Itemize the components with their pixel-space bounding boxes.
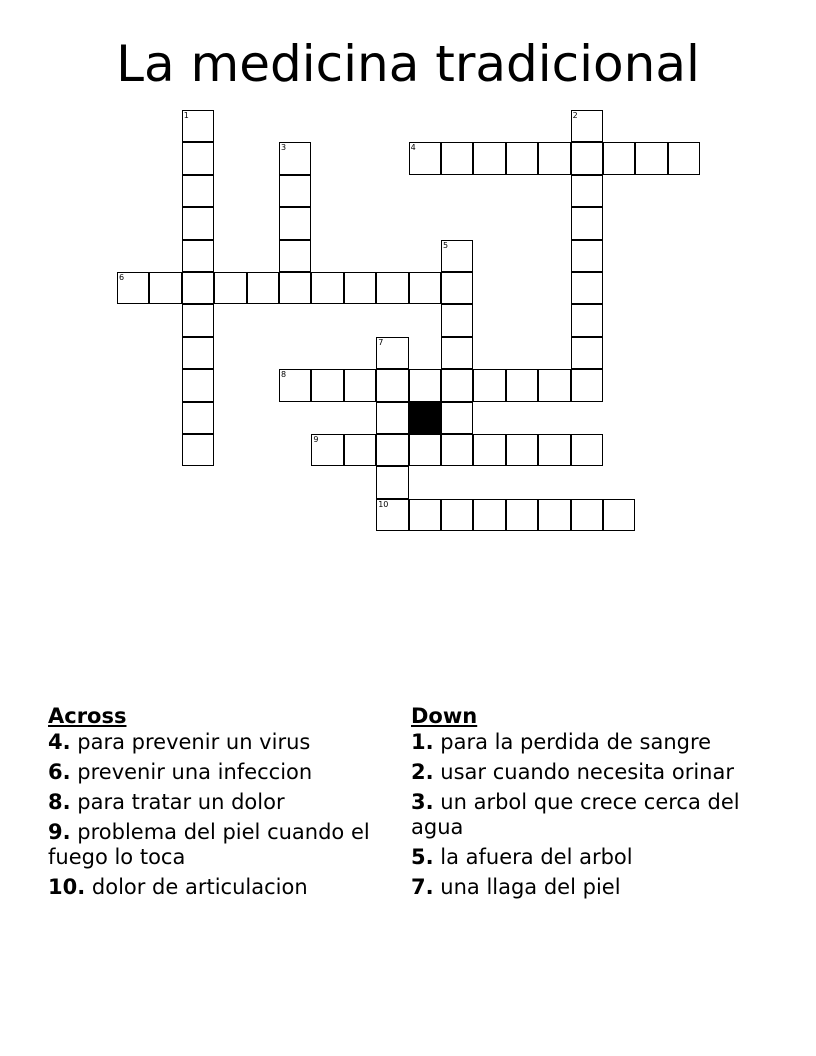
down-clue-3: 3. un arbol que crece cerca del agua [411, 790, 740, 839]
grid-cell[interactable] [473, 142, 505, 174]
grid-cell[interactable] [538, 142, 570, 174]
grid-cell[interactable] [538, 434, 570, 466]
clue-number: 7 [378, 337, 384, 347]
grid-cell[interactable] [182, 402, 214, 434]
clue-number: 9 [313, 435, 319, 444]
grid-cell[interactable] [279, 175, 311, 207]
grid-cell[interactable] [279, 240, 311, 272]
grid-cell[interactable] [506, 499, 538, 531]
clue-number: 6 [119, 273, 125, 282]
grid-cell[interactable] [571, 142, 603, 174]
grid-cell[interactable] [182, 110, 214, 142]
grid-cell[interactable] [117, 272, 149, 304]
grid-cell[interactable] [441, 499, 473, 531]
grid-cell[interactable] [376, 402, 408, 434]
grid-cell[interactable] [473, 369, 505, 401]
grid-cell[interactable] [571, 240, 603, 272]
down-clues [411, 702, 761, 905]
grid-cell[interactable] [409, 369, 441, 401]
grid-cell[interactable] [635, 142, 667, 174]
grid-cell[interactable] [571, 110, 603, 142]
clue-number: 10 [378, 499, 389, 509]
grid-cell[interactable] [279, 272, 311, 304]
grid-cell[interactable] [538, 499, 570, 531]
grid-cell[interactable] [376, 272, 408, 304]
grid-cell[interactable] [311, 272, 343, 304]
grid-cell[interactable] [376, 499, 408, 531]
grid-cell[interactable] [441, 434, 473, 466]
grid-cell[interactable] [441, 337, 473, 369]
grid-cell[interactable] [344, 434, 376, 466]
grid-cell[interactable] [409, 499, 441, 531]
grid-cell[interactable] [182, 272, 214, 304]
grid-cell[interactable] [506, 142, 538, 174]
grid-cell[interactable] [182, 207, 214, 239]
page-title: La medicina tradicional [116, 35, 700, 93]
down-clue-7: 7. una llaga del piel [411, 875, 621, 899]
clue-number: 4 [410, 143, 416, 153]
grid-cell[interactable] [603, 142, 635, 174]
grid-cell[interactable] [571, 434, 603, 466]
clue-number: 1 [183, 111, 189, 120]
grid-cell[interactable] [182, 434, 214, 466]
grid-cell[interactable] [409, 142, 441, 174]
grid-cell[interactable] [311, 369, 343, 401]
grid-cell[interactable] [344, 369, 376, 401]
down-heading: Down [411, 704, 478, 728]
grid-cell[interactable] [571, 304, 603, 336]
grid-cell[interactable] [668, 142, 700, 174]
grid-cell[interactable] [441, 402, 473, 434]
across-clue-8: 8. para tratar un dolor [48, 790, 285, 814]
down-clue-2: 2. usar cuando necesita orinar [411, 760, 734, 784]
grid-cell[interactable] [182, 304, 214, 336]
across-clues [48, 702, 388, 905]
grid-cell[interactable] [571, 337, 603, 369]
grid-cell[interactable] [376, 369, 408, 401]
grid-cell[interactable] [538, 369, 570, 401]
grid-cell[interactable] [376, 434, 408, 466]
grid-cell[interactable] [571, 272, 603, 304]
across-clue-9: 9. problema del piel cuando el fuego lo toca [48, 820, 370, 869]
grid-cell[interactable] [279, 142, 311, 174]
grid-cell[interactable] [473, 499, 505, 531]
grid-cell[interactable] [182, 142, 214, 174]
down-clue-1: 1. para la perdida de sangre [411, 730, 712, 754]
clue-number: 8 [281, 370, 287, 380]
black-cell [409, 402, 441, 434]
grid-cell[interactable] [182, 369, 214, 401]
grid-cell[interactable] [441, 304, 473, 336]
grid-cell[interactable] [571, 369, 603, 401]
down-clue-5: 5. la afuera del arbol [411, 845, 633, 869]
grid-cell[interactable] [441, 240, 473, 272]
grid-cell[interactable] [311, 434, 343, 466]
grid-cell[interactable] [279, 207, 311, 239]
across-clue-6: 6. prevenir una infeccion [48, 760, 313, 784]
grid-cell[interactable] [441, 369, 473, 401]
grid-cell[interactable] [247, 272, 279, 304]
grid-cell[interactable] [473, 434, 505, 466]
grid-cell[interactable] [603, 499, 635, 531]
grid-cell[interactable] [182, 337, 214, 369]
clue-number: 2 [572, 111, 578, 120]
clue-number: 3 [281, 143, 287, 153]
grid-cell[interactable] [279, 369, 311, 401]
grid-cell[interactable] [344, 272, 376, 304]
grid-cell[interactable] [506, 434, 538, 466]
grid-cell[interactable] [571, 207, 603, 239]
grid-cell[interactable] [441, 142, 473, 174]
grid-cell[interactable] [182, 175, 214, 207]
grid-cell[interactable] [571, 499, 603, 531]
grid-cell[interactable] [214, 272, 246, 304]
grid-cell[interactable] [409, 434, 441, 466]
grid-cell[interactable] [376, 337, 408, 369]
grid-cell[interactable] [149, 272, 181, 304]
grid-cell[interactable] [376, 466, 408, 498]
grid-cell[interactable] [506, 369, 538, 401]
grid-cell[interactable] [571, 175, 603, 207]
across-clue-4: 4. para prevenir un virus [48, 730, 311, 754]
grid-cell[interactable] [182, 240, 214, 272]
clue-number: 5 [443, 240, 449, 250]
across-heading: Across [48, 704, 127, 728]
grid-cell[interactable] [441, 272, 473, 304]
across-clue-10: 10. dolor de articulacion [48, 875, 308, 899]
grid-cell[interactable] [409, 272, 441, 304]
